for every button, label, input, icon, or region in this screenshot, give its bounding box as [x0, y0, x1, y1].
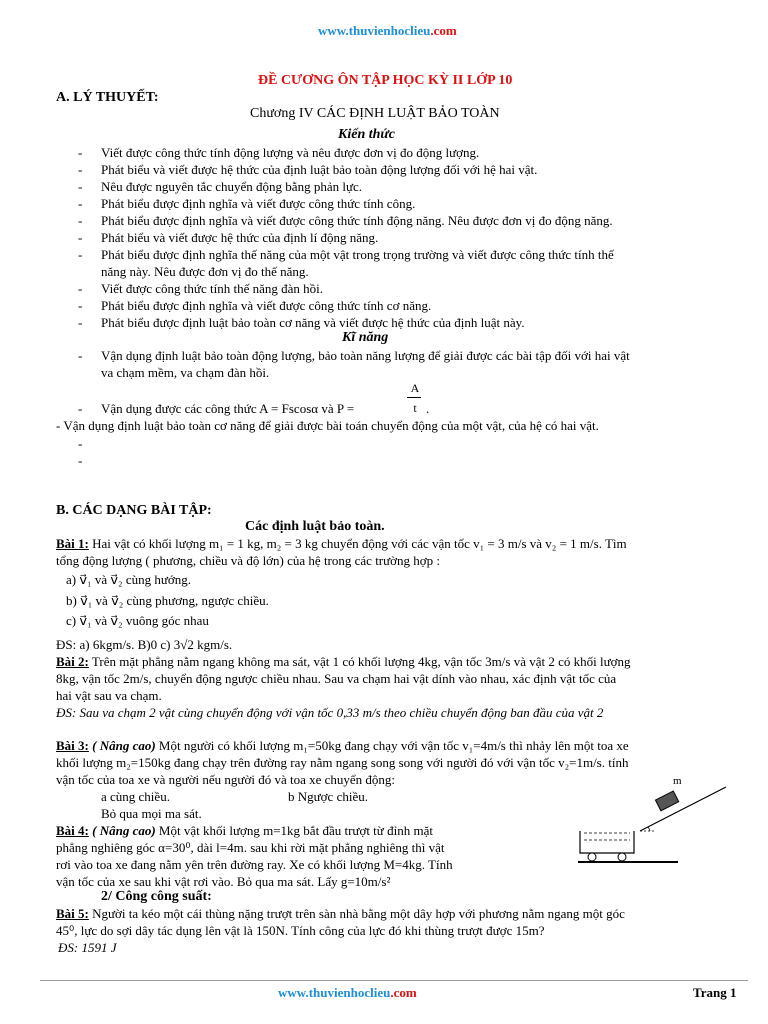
footer-site-tld: .com	[390, 985, 417, 1000]
list-item: -	[78, 162, 83, 177]
ki-nang-heading: Kĩ năng	[342, 330, 389, 345]
footer-site-main: www.thuvienhoclieu	[278, 985, 391, 1000]
section-b-heading: B. CÁC DẠNG BÀI TẬP:	[56, 503, 212, 518]
angle-arc	[648, 827, 650, 831]
list-item: -	[78, 247, 83, 262]
list-item-text: Phát biểu được định luật bảo toàn cơ năng và viết được hệ thức của định luật này.	[101, 315, 525, 330]
list-item-text: Phát biểu được định nghĩa thế năng của một vật trong trọng trường và viết được công thức tính thế	[101, 247, 614, 262]
header-site-tld: .com	[430, 23, 457, 38]
fraction-bar	[407, 397, 421, 398]
list-item: -	[78, 179, 83, 194]
wheel-icon	[588, 853, 596, 861]
bai2-label: Bài 2:	[56, 654, 89, 669]
header-site-main: www.thuvienhoclieu	[318, 23, 431, 38]
list-item: -	[78, 315, 83, 330]
footer-site-link[interactable]	[278, 985, 417, 1001]
subsection-2-heading: 2/ Công công suất:	[101, 889, 212, 904]
list-item-text: Phát biểu được định nghĩa và viết được công thức tính động năng. Nêu được đơn vị đo động năng.	[101, 213, 613, 228]
list-item: -	[78, 348, 83, 363]
bai5-label: Bài 5:	[56, 906, 89, 921]
bai1-answer: ĐS: a) 6kgm/s. B)0 c) 3√2 kgm/s.	[56, 637, 233, 652]
list-item: -	[78, 145, 83, 160]
list-item-text: Viết được công thức tính thế năng đàn hồi.	[101, 281, 323, 296]
empty-dash-1: -	[78, 436, 83, 451]
bai4-line4: vận tốc của xe sau khi vật rơi vào. Bỏ qua ma sát. Lấy g=10m/s²	[56, 874, 391, 889]
subsection-1-heading: Các định luật bảo toàn.	[245, 519, 385, 534]
bai1-case-c: c) v⃗₁ và v⃗₂ vuông góc nhau	[66, 613, 209, 628]
figure-m-label: m	[673, 775, 682, 787]
skill-2: Vận dụng được các công thức A = Fscosα và P =	[101, 401, 355, 416]
bai2-answer: ĐS: Sau va chạm 2 vật cùng chuyển động với vận tốc 0,33 m/s theo chiều chuyển động ban đầu của vật 2	[56, 705, 604, 720]
list-item-text: Phát biểu và viết được hệ thức của định luật bảo toàn động lượng đối với hệ hai vật.	[101, 162, 538, 177]
bai2-line1: Bài 2: Trên mặt phẳng nằm ngang không ma sát, vật 1 có khối lượng 4kg, vận tốc 3m/s và vật 2 có khối lượng	[56, 654, 631, 669]
skill-2-end: .	[426, 401, 430, 416]
bai3-label: Bài 3:	[56, 738, 89, 753]
bai3-line2: khối lượng m₂=150kg đang chạy trên đường ray nằm ngang song song với người đó với vận tốc v₂=1m/s. tính	[56, 755, 629, 770]
list-item-text: Viết được công thức tính động lượng và nêu được đơn vị đo động lượng.	[101, 145, 480, 160]
bai1-case-a: a) v⃗₁ và v⃗₂ cùng hướng.	[66, 572, 192, 587]
fraction-numerator: A	[410, 381, 420, 395]
skill-1: Vận dụng định luật bảo toàn động lượng, bảo toàn năng lượng để giải được các bài tập đối với hai vật	[101, 348, 630, 363]
bai3-line1: Bài 3: ( Nâng cao) Một người có khối lượng m₁=50kg đang chạy với vận tốc v₁=4m/s thì nhảy lên một toa xe	[56, 738, 629, 753]
fraction-denominator: t	[413, 401, 417, 415]
section-a-heading: A. LÝ THUYẾT:	[56, 90, 159, 105]
list-item-text-cont: năng này. Nêu được đơn vị đo thế năng.	[101, 264, 309, 279]
bai3-note: Bỏ qua mọi ma sát.	[101, 806, 202, 821]
block-icon	[655, 791, 678, 811]
doc-title: ĐỀ CƯƠNG ÔN TẬP HỌC KỲ II LỚP 10	[258, 73, 513, 88]
bai1-line1: Bài 1: Hai vật có khối lượng m₁ = 1 kg, m₂ = 3 kg chuyển động với các vận tốc v₁ = 3 m/s và v₂ = 1 m/s. Tìm	[56, 536, 627, 551]
list-item: -	[78, 213, 83, 228]
kien-thuc-heading: Kiến thức	[338, 127, 396, 142]
header-site-link[interactable]	[318, 23, 457, 39]
chapter-heading: Chương IV CÁC ĐỊNH LUẬT BẢO TOÀN	[250, 106, 500, 121]
bai5-answer: ĐS: 1591 J	[58, 940, 117, 955]
list-item-text: Phát biểu được định nghĩa và viết được công thức tính cơ năng.	[101, 298, 432, 313]
cart-body	[580, 831, 634, 853]
incline-line	[640, 787, 726, 831]
bai4-line2: phẳng nghiêng góc α=30⁰, dài l=4m. sau khi rời mặt phẳng nghiêng thì vật	[56, 840, 445, 855]
bai5-line1: Bài 5: Người ta kéo một cái thùng nặng trượt trên sàn nhà bằng một dây hợp với phương nằm ngang một góc	[56, 906, 625, 921]
bai3-case-b: b Ngược chiều.	[288, 789, 368, 804]
bai1-case-b: b) v⃗₁ và v⃗₂ cùng phương, ngược chiều.	[66, 593, 269, 608]
bai2-line3: hai vật sau va chạm.	[56, 688, 162, 703]
bai1-label: Bài 1:	[56, 536, 89, 551]
skill-1-cont: va chạm mềm, va chạm đàn hồi.	[101, 365, 270, 380]
bai5-line2: 45⁰, lực do sợi dây tác dụng lên vật là 150N. Tính công của lực đó khi thùng trượt được 15m?	[56, 923, 545, 938]
wheel-icon	[618, 853, 626, 861]
bai3-line3: vận tốc của toa xe và người nếu người đó và toa xe chuyển động:	[56, 772, 396, 787]
bai4-label: Bài 4:	[56, 823, 89, 838]
bai4-line1: Bài 4: ( Nâng cao) Một vật khối lượng m=1kg bắt đầu trượt từ đỉnh mặt	[56, 823, 433, 838]
list-item: -	[78, 281, 83, 296]
list-item: -	[78, 298, 83, 313]
bai2-line2: 8kg, vận tốc 2m/s, chuyển động ngược chiều nhau. Sau va chạm hai vật dính vào nhau, xác định vật tốc của	[56, 671, 617, 686]
list-item: -	[78, 196, 83, 211]
list-item-text: Nêu được nguyên tắc chuyển động bằng phản lực.	[101, 179, 363, 194]
empty-dash-2: -	[78, 453, 83, 468]
bai4-line3: rơi vào toa xe đang nằm yên trên đường ray. Xe có khối lượng M=4kg. Tính	[56, 857, 453, 872]
incline-cart-figure	[578, 785, 728, 865]
bai3-case-a: a cùng chiều.	[101, 789, 170, 804]
page-number: Trang 1	[693, 985, 737, 1000]
list-item-text: Phát biểu được định nghĩa và viết được công thức tính công.	[101, 196, 416, 211]
skill-3: - Vận dụng định luật bảo toàn cơ năng để giải được bài toán chuyển động của một vật, của hệ có hai vật.	[56, 418, 599, 433]
bai1-line2: tổng động lượng ( phương, chiều và độ lớn) của hệ trong các trường hợp :	[56, 553, 441, 568]
footer-divider	[40, 980, 748, 981]
list-item-text: Phát biểu và viết được hệ thức của định lí động năng.	[101, 230, 379, 245]
list-item: -	[78, 401, 83, 416]
list-item: -	[78, 230, 83, 245]
